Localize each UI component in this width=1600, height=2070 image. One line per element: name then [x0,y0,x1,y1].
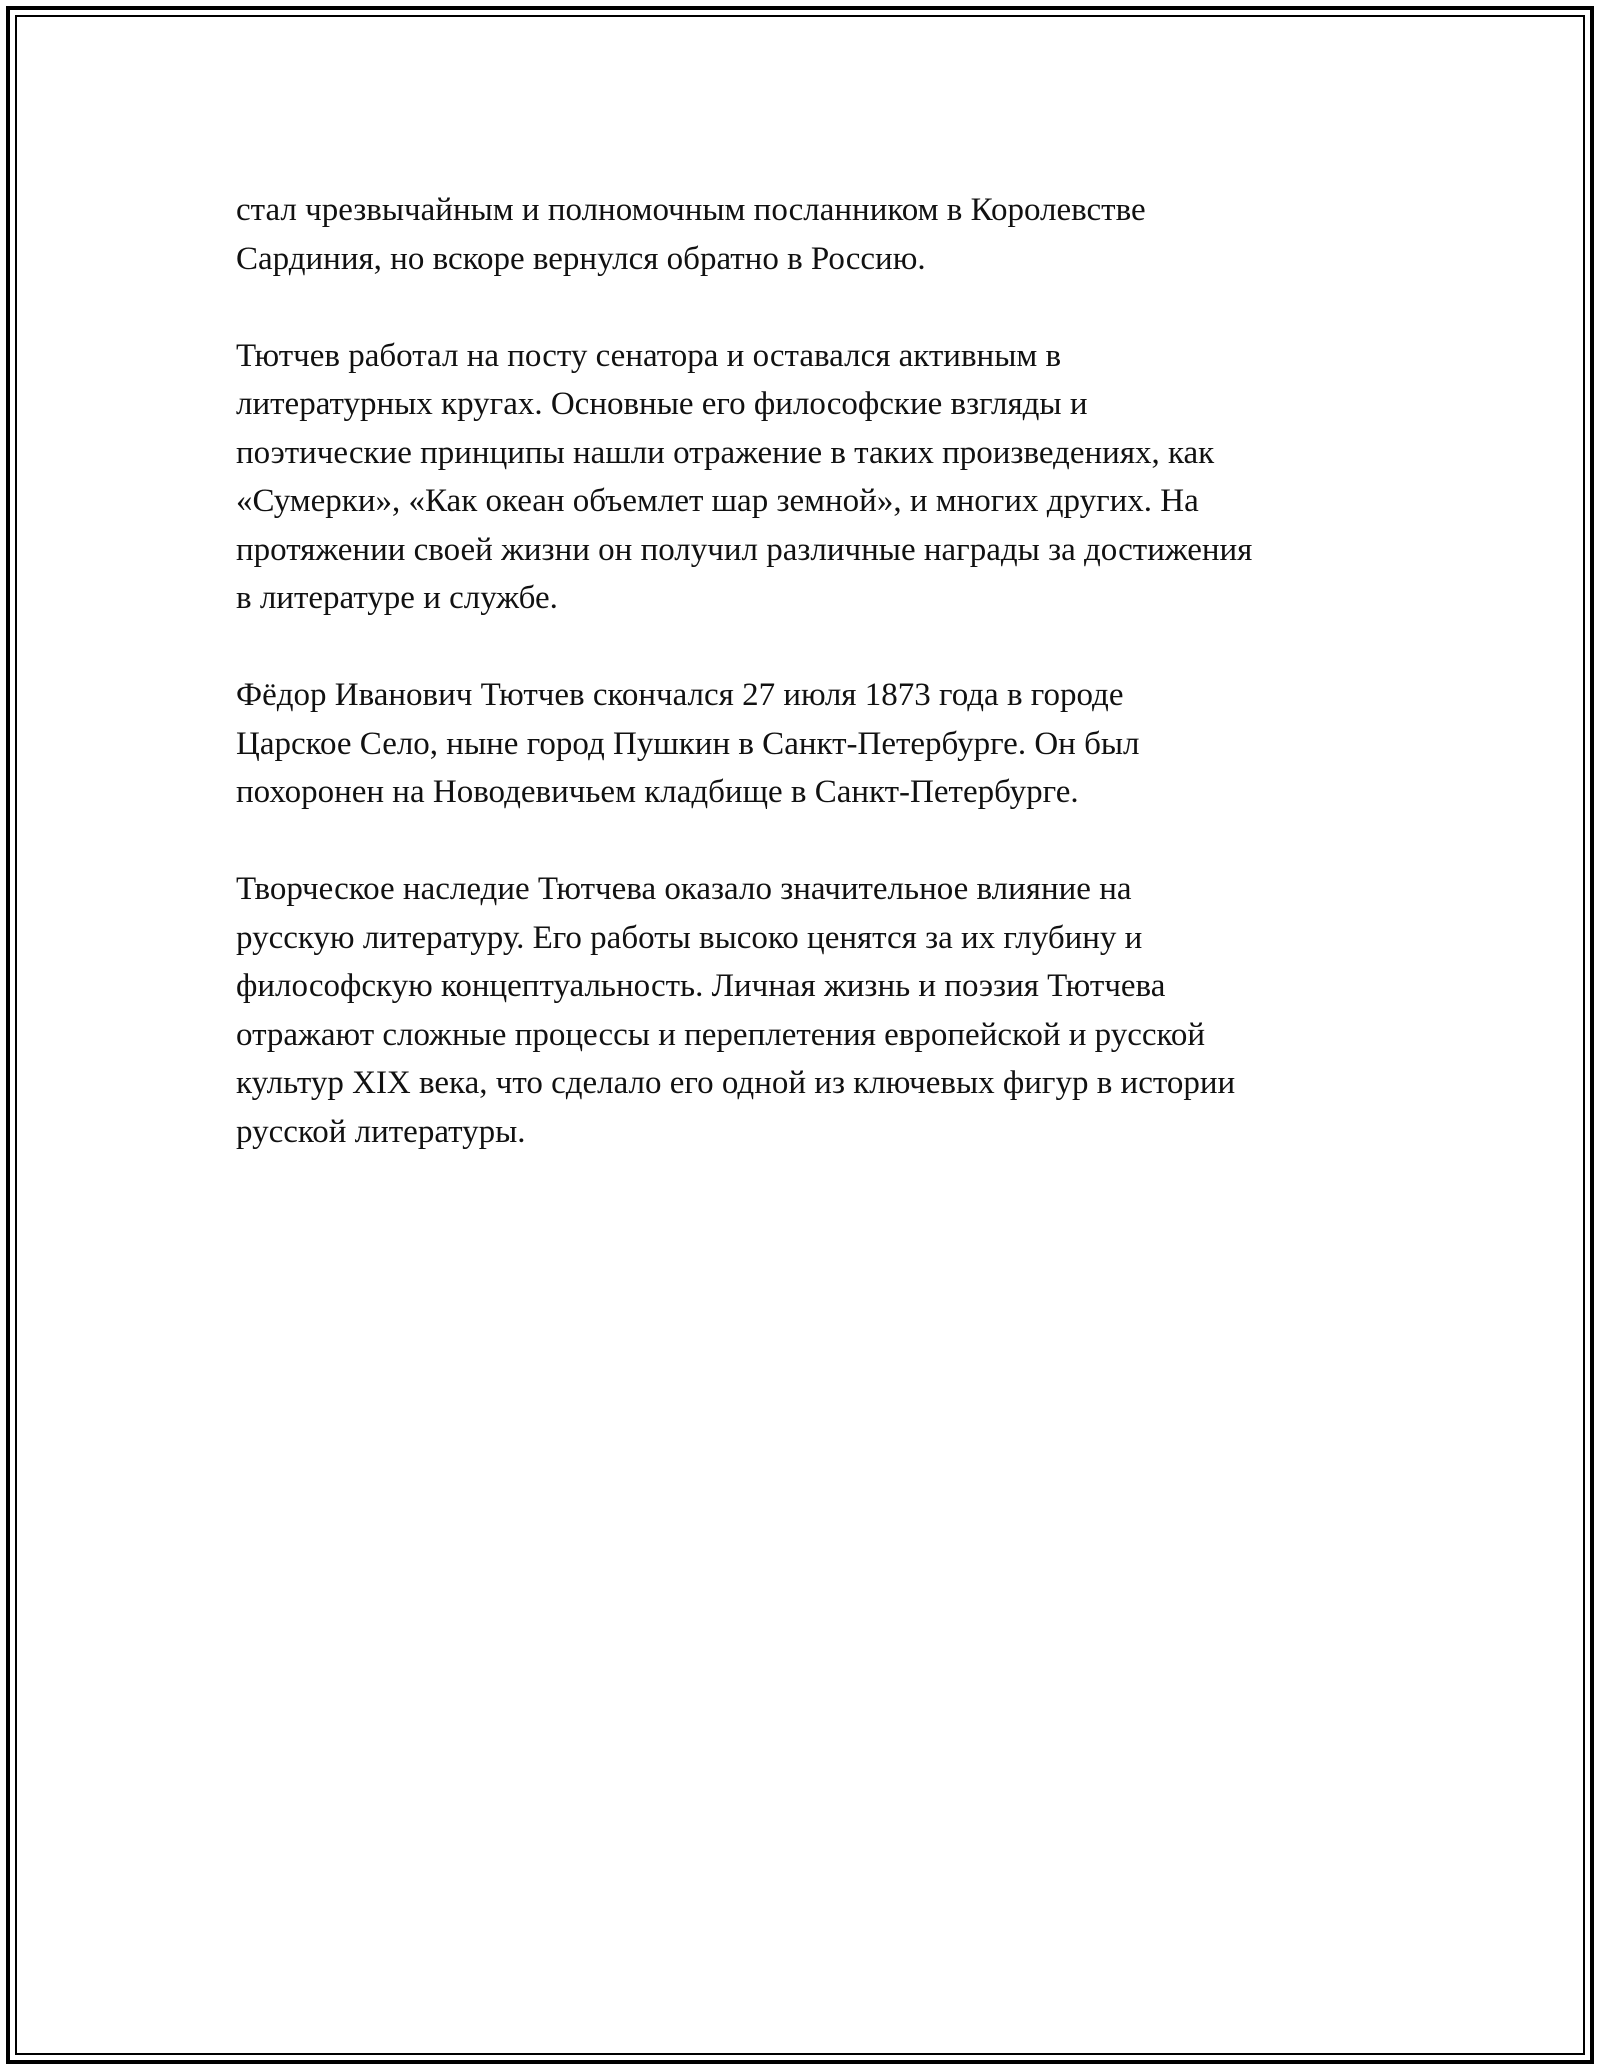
text-line: литературных кругах. Основные его философские взгляды и [236,386,1088,422]
paragraph-4 [236,865,1386,1156]
paragraph-3 [236,671,1386,817]
text-line: Творческое наследие Тютчева оказало значительное влияние на [236,871,1132,907]
text-line: Тютчев работал на посту сенатора и оставался активным в [236,337,1062,374]
text-line: похоронен на Новодевичьем кладбище в Санкт-Петербурге. [236,774,1079,810]
paragraph-1 [236,186,1386,283]
text-line: русскую литературу. Его работы высоко ценятся за их глубину и [236,919,1143,956]
text-line: отражают сложные процессы и переплетения европейской и русской [236,1016,1206,1053]
text-line: поэтические принципы нашли отражение в таких произведениях, как [236,434,1215,471]
text-line: в литературе и службе. [236,580,558,616]
text-line: Царское Село, ныне город Пушкин в Санкт-Петербурге. Он был [236,725,1140,762]
paragraph-2 [236,332,1386,623]
document-body [236,186,1386,1205]
text-line: Сардиния, но вскоре вернулся обратно в Россию. [236,240,926,277]
text-line: философскую концептуальность. Личная жизнь и поэзия Тютчева [236,968,1166,1004]
text-line: русской литературы. [236,1113,526,1150]
text-line: стал чрезвычайным и полномочным посланником в Королевстве [236,192,1146,228]
text-line: «Сумерки», «Как океан объемлет шар земной», и многих других. На [236,483,1199,519]
text-line: протяжении своей жизни он получил различные награды за достижения [236,531,1253,568]
text-line: Фёдор Иванович Тютчев скончался 27 июля 1873 года в городе [236,677,1124,713]
text-line: культур XIX века, что сделало его одной из ключевых фигур в истории [236,1065,1236,1101]
